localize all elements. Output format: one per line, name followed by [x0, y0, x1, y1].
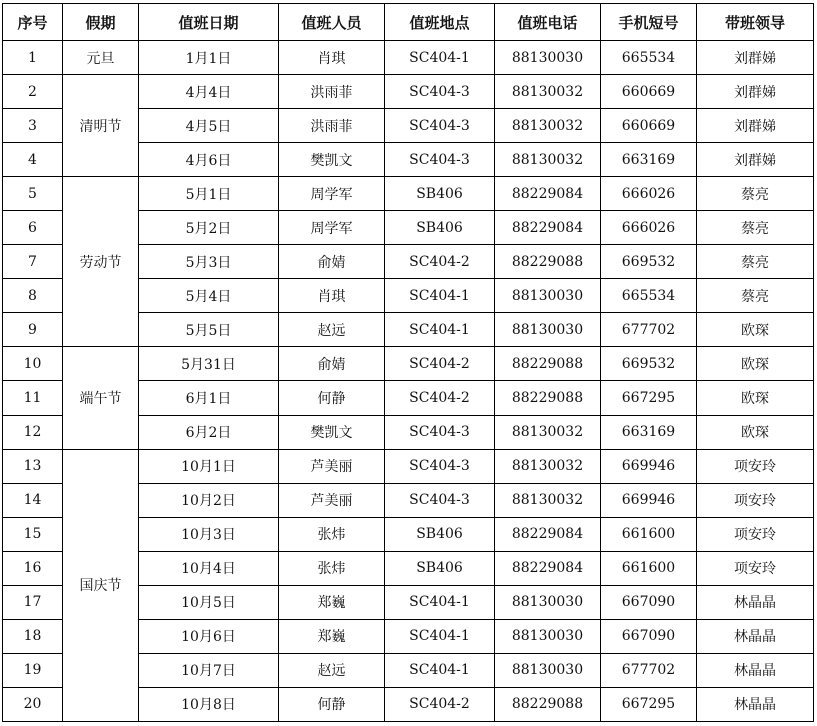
- header-person: 值班人员: [279, 4, 385, 41]
- cell-location: SC404-3: [385, 449, 495, 483]
- cell-no: 9: [3, 313, 63, 347]
- header-no: 序号: [3, 4, 63, 41]
- cell-location: SC404-2: [385, 687, 495, 721]
- table-row: [3, 177, 814, 211]
- cell-short-number: 677702: [601, 653, 697, 687]
- cell-person: 洪雨菲: [279, 109, 385, 143]
- cell-person: 周学军: [279, 211, 385, 245]
- cell-leader: 刘群娣: [697, 75, 814, 109]
- cell-holiday: 端午节: [63, 347, 139, 449]
- cell-date: 5月2日: [139, 211, 279, 245]
- cell-phone: 88130030: [495, 279, 601, 313]
- cell-person: 樊凯文: [279, 415, 385, 449]
- cell-location: SC404-2: [385, 381, 495, 415]
- cell-phone: 88130030: [495, 585, 601, 619]
- cell-location: SC404-1: [385, 313, 495, 347]
- cell-no: 13: [3, 449, 63, 483]
- cell-phone: 88130030: [495, 653, 601, 687]
- cell-location: SC404-3: [385, 143, 495, 177]
- table-row: [3, 449, 814, 483]
- cell-leader: 刘群娣: [697, 109, 814, 143]
- cell-short-number: 666026: [601, 211, 697, 245]
- cell-phone: 88130030: [495, 313, 601, 347]
- cell-person: 肖琪: [279, 41, 385, 75]
- header-phone: 值班电话: [495, 4, 601, 41]
- cell-location: SC404-1: [385, 619, 495, 653]
- cell-no: 5: [3, 177, 63, 211]
- cell-leader: 欧琛: [697, 381, 814, 415]
- cell-person: 芦美丽: [279, 449, 385, 483]
- cell-leader: 项安玲: [697, 517, 814, 551]
- cell-phone: 88130032: [495, 449, 601, 483]
- cell-phone: 88130032: [495, 143, 601, 177]
- cell-date: 10月4日: [139, 551, 279, 585]
- cell-person: 何静: [279, 687, 385, 721]
- cell-location: SC404-3: [385, 75, 495, 109]
- header-row: [3, 4, 814, 41]
- cell-person: 周学军: [279, 177, 385, 211]
- cell-phone: 88130032: [495, 483, 601, 517]
- cell-short-number: 660669: [601, 75, 697, 109]
- cell-date: 5月31日: [139, 347, 279, 381]
- cell-short-number: 669946: [601, 449, 697, 483]
- cell-no: 8: [3, 279, 63, 313]
- cell-location: SC404-1: [385, 585, 495, 619]
- cell-holiday: 国庆节: [63, 449, 139, 721]
- cell-date: 5月3日: [139, 245, 279, 279]
- cell-no: 12: [3, 415, 63, 449]
- cell-location: SC404-1: [385, 279, 495, 313]
- cell-short-number: 677702: [601, 313, 697, 347]
- cell-leader: 林晶晶: [697, 687, 814, 721]
- cell-person: 樊凯文: [279, 143, 385, 177]
- cell-short-number: 669532: [601, 245, 697, 279]
- cell-phone: 88229088: [495, 687, 601, 721]
- cell-leader: 林晶晶: [697, 585, 814, 619]
- cell-person: 俞婧: [279, 245, 385, 279]
- cell-leader: 项安玲: [697, 483, 814, 517]
- cell-date: 4月5日: [139, 109, 279, 143]
- cell-no: 14: [3, 483, 63, 517]
- table-row: [3, 347, 814, 381]
- cell-location: SC404-1: [385, 653, 495, 687]
- table-row: [3, 41, 814, 75]
- cell-phone: 88229084: [495, 211, 601, 245]
- cell-phone: 88229088: [495, 245, 601, 279]
- cell-holiday: 清明节: [63, 75, 139, 177]
- header-date: 值班日期: [139, 4, 279, 41]
- cell-date: 4月6日: [139, 143, 279, 177]
- cell-location: SB406: [385, 517, 495, 551]
- cell-date: 5月5日: [139, 313, 279, 347]
- header-holiday: 假期: [63, 4, 139, 41]
- cell-leader: 欧琛: [697, 313, 814, 347]
- cell-leader: 项安玲: [697, 449, 814, 483]
- cell-leader: 蔡亮: [697, 279, 814, 313]
- cell-person: 张炜: [279, 551, 385, 585]
- cell-short-number: 666026: [601, 177, 697, 211]
- cell-short-number: 665534: [601, 41, 697, 75]
- cell-no: 15: [3, 517, 63, 551]
- cell-short-number: 660669: [601, 109, 697, 143]
- cell-short-number: 663169: [601, 143, 697, 177]
- cell-leader: 林晶晶: [697, 653, 814, 687]
- cell-no: 1: [3, 41, 63, 75]
- cell-no: 7: [3, 245, 63, 279]
- cell-date: 10月2日: [139, 483, 279, 517]
- cell-no: 19: [3, 653, 63, 687]
- cell-no: 17: [3, 585, 63, 619]
- cell-short-number: 667295: [601, 381, 697, 415]
- cell-short-number: 667090: [601, 585, 697, 619]
- cell-short-number: 665534: [601, 279, 697, 313]
- cell-date: 10月7日: [139, 653, 279, 687]
- cell-person: 何静: [279, 381, 385, 415]
- cell-leader: 欧琛: [697, 415, 814, 449]
- cell-phone: 88130030: [495, 41, 601, 75]
- cell-person: 肖琪: [279, 279, 385, 313]
- cell-leader: 刘群娣: [697, 41, 814, 75]
- cell-location: SB406: [385, 551, 495, 585]
- cell-short-number: 663169: [601, 415, 697, 449]
- cell-date: 10月5日: [139, 585, 279, 619]
- cell-no: 6: [3, 211, 63, 245]
- cell-leader: 欧琛: [697, 347, 814, 381]
- cell-no: 2: [3, 75, 63, 109]
- cell-date: 10月1日: [139, 449, 279, 483]
- cell-leader: 刘群娣: [697, 143, 814, 177]
- cell-holiday: 劳动节: [63, 177, 139, 347]
- cell-date: 10月8日: [139, 687, 279, 721]
- cell-no: 4: [3, 143, 63, 177]
- cell-no: 18: [3, 619, 63, 653]
- header-location: 值班地点: [385, 4, 495, 41]
- cell-leader: 蔡亮: [697, 245, 814, 279]
- cell-location: SB406: [385, 211, 495, 245]
- cell-short-number: 667295: [601, 687, 697, 721]
- cell-date: 10月6日: [139, 619, 279, 653]
- cell-person: 张炜: [279, 517, 385, 551]
- cell-holiday: 元旦: [63, 41, 139, 75]
- cell-location: SB406: [385, 177, 495, 211]
- cell-location: SC404-3: [385, 415, 495, 449]
- cell-phone: 88130032: [495, 75, 601, 109]
- cell-date: 4月4日: [139, 75, 279, 109]
- cell-no: 10: [3, 347, 63, 381]
- cell-short-number: 669532: [601, 347, 697, 381]
- cell-person: 赵远: [279, 653, 385, 687]
- cell-leader: 项安玲: [697, 551, 814, 585]
- table-body: [3, 41, 814, 722]
- header-leader: 带班领导: [697, 4, 814, 41]
- cell-no: 3: [3, 109, 63, 143]
- cell-phone: 88229084: [495, 517, 601, 551]
- cell-location: SC404-3: [385, 483, 495, 517]
- cell-leader: 林晶晶: [697, 619, 814, 653]
- cell-phone: 88229088: [495, 347, 601, 381]
- cell-date: 1月1日: [139, 41, 279, 75]
- cell-phone: 88130032: [495, 109, 601, 143]
- cell-short-number: 661600: [601, 551, 697, 585]
- cell-short-number: 669946: [601, 483, 697, 517]
- cell-person: 郑巍: [279, 585, 385, 619]
- cell-location: SC404-3: [385, 109, 495, 143]
- cell-date: 5月4日: [139, 279, 279, 313]
- header-short-number: 手机短号: [601, 4, 697, 41]
- cell-no: 16: [3, 551, 63, 585]
- cell-person: 洪雨菲: [279, 75, 385, 109]
- cell-date: 10月3日: [139, 517, 279, 551]
- cell-person: 俞婧: [279, 347, 385, 381]
- cell-phone: 88130032: [495, 415, 601, 449]
- cell-phone: 88130030: [495, 619, 601, 653]
- duty-schedule-table: [2, 3, 814, 722]
- cell-person: 郑巍: [279, 619, 385, 653]
- cell-date: 5月1日: [139, 177, 279, 211]
- cell-location: SC404-2: [385, 347, 495, 381]
- cell-phone: 88229084: [495, 551, 601, 585]
- cell-person: 赵远: [279, 313, 385, 347]
- cell-leader: 蔡亮: [697, 211, 814, 245]
- cell-no: 11: [3, 381, 63, 415]
- cell-short-number: 667090: [601, 619, 697, 653]
- cell-location: SC404-1: [385, 41, 495, 75]
- cell-phone: 88229084: [495, 177, 601, 211]
- cell-date: 6月2日: [139, 415, 279, 449]
- cell-date: 6月1日: [139, 381, 279, 415]
- cell-no: 20: [3, 687, 63, 721]
- table-row: [3, 75, 814, 109]
- cell-location: SC404-2: [385, 245, 495, 279]
- cell-leader: 蔡亮: [697, 177, 814, 211]
- cell-phone: 88229088: [495, 381, 601, 415]
- cell-person: 芦美丽: [279, 483, 385, 517]
- cell-short-number: 661600: [601, 517, 697, 551]
